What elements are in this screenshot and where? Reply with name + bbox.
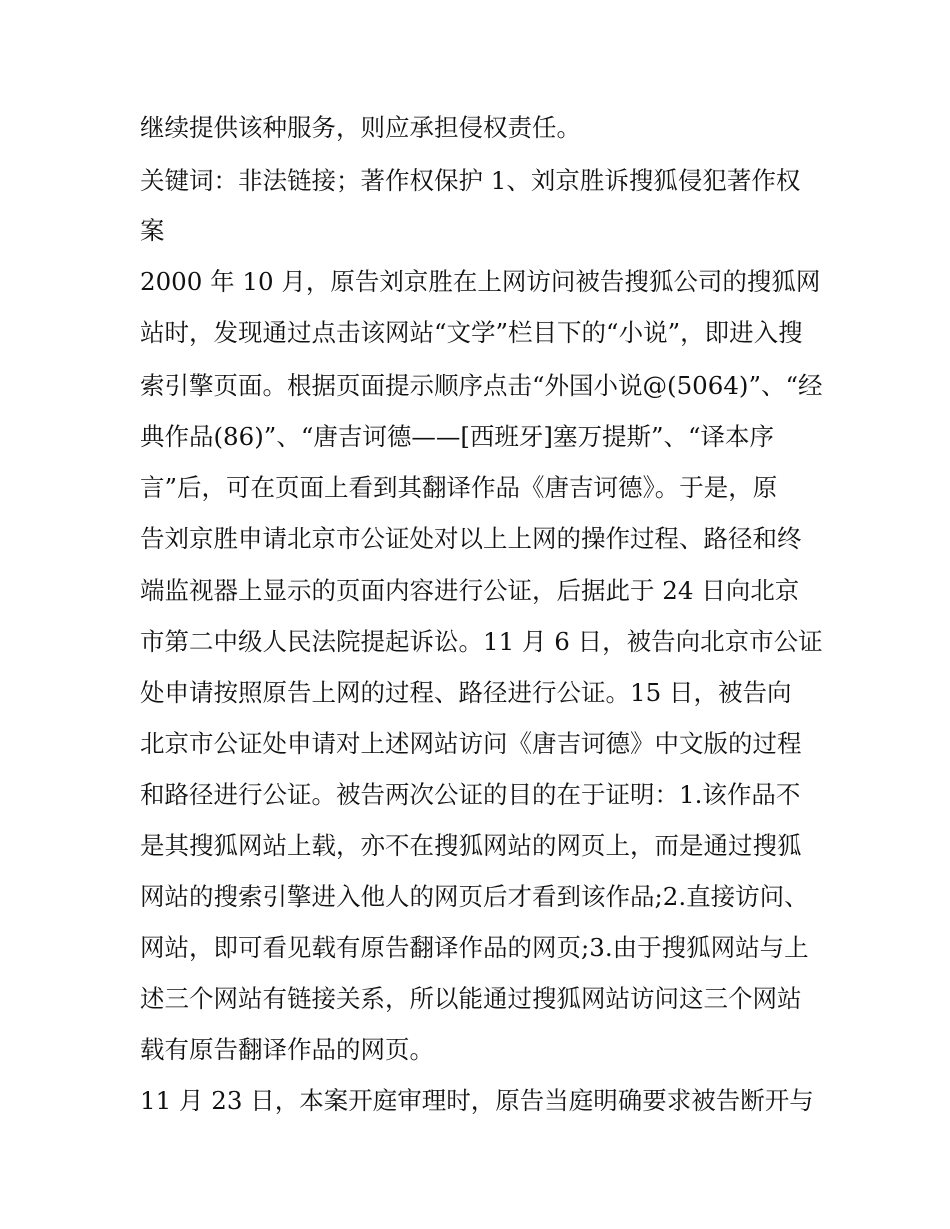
text-line: 是其搜狐网站上载，亦不在搜狐网站的网页上，而是通过搜狐 (140, 831, 802, 860)
text-line: 案 (140, 216, 165, 245)
text-line: 端监视器上显示的页面内容进行公证，后据此于 24 日向北京 (140, 576, 800, 605)
text-line: 处申请按照原告上网的过程、路径进行公证。15 日，被告向 (140, 678, 792, 707)
text-line: 站时，发现通过点击该网站“文学”栏目下的“小说”，即进入搜 (140, 318, 803, 347)
keywords-line: 关键词：非法链接；著作权保护 1、刘京胜诉搜狐侵犯著作权 (140, 166, 801, 195)
text-line: 继续提供该种服务，则应承担侵权责任。 (140, 113, 581, 142)
text-line: 索引擎页面。根据页面提示顺序点击“外国小说@(5064)”、“经 (140, 371, 823, 400)
text-line: 网站，即可看见载有原告翻译作品的网页;3.由于搜狐网站与上 (140, 933, 809, 962)
text-line: 述三个网站有链接关系，所以能通过搜狐网站访问这三个网站 (140, 984, 802, 1013)
text-line: 2000 年 10 月，原告刘京胜在上网访问被告搜狐公司的搜狐网 (140, 267, 821, 296)
text-line: 市第二中级人民法院提起诉讼。11 月 6 日，被告向北京市公证 (140, 627, 823, 656)
text-line: 告刘京胜申请北京市公证处对以上上网的操作过程、路径和终 (140, 524, 802, 553)
text-line: 和路径进行公证。被告两次公证的目的在于证明：1.该作品不 (140, 780, 801, 809)
text-line: 言”后，可在页面上看到其翻译作品《唐吉诃德》。于是，原 (140, 473, 778, 502)
text-line: 网站的搜索引擎进入他人的网页后才看到该作品;2.直接访问、 (140, 882, 809, 911)
text-line: 北京市公证处申请对上述网站访问《唐吉诃德》中文版的过程 (140, 729, 802, 758)
text-line: 载有原告翻译作品的网页。 (140, 1035, 434, 1064)
text-line: 典作品(86)”、“唐吉诃德——[西班牙]塞万提斯”、“译本序 (140, 422, 775, 451)
text-line: 11 月 23 日，本案开庭审理时，原告当庭明确要求被告断开与 (140, 1086, 814, 1115)
